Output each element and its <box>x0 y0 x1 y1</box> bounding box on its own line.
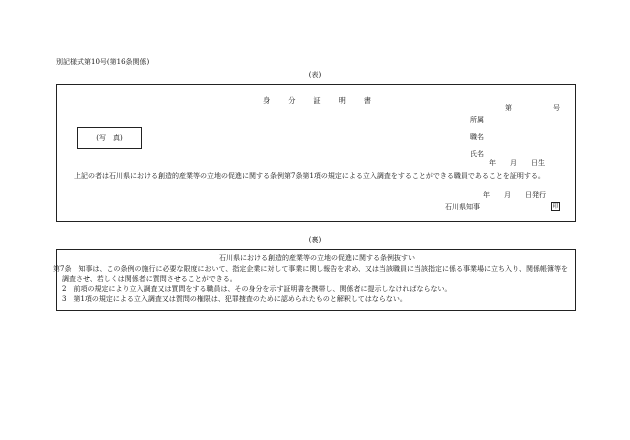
position-label: 職名 <box>470 133 484 141</box>
back-side-label: (裏) <box>308 236 322 244</box>
issue-date-label: 年 月 日発行 <box>483 191 546 199</box>
form-number-label: 別記様式第10号(第16条関係) <box>56 58 150 66</box>
seal-stamp: 印 <box>552 203 559 210</box>
certificate-number-label: 第 <box>505 104 512 112</box>
certificate-body-text: 上記の者は石川県における創造的産業等の立地の促進に関する条例第7条第1項の規定による立入調査をすることができる職員であることを証明する。 <box>74 172 545 180</box>
photo-label: (写 真) <box>96 134 123 142</box>
front-side-label: (表) <box>308 71 322 79</box>
name-label: 氏名 <box>470 150 484 158</box>
clause-2-text: 2 前項の規定により立入調査又は質問をする職員は、その身分を示す証明書を携帯し、関係者に提示しなければならない。 <box>62 285 452 293</box>
certificate-back <box>53 249 576 311</box>
certificate-number-suffix: 号 <box>553 104 560 112</box>
photo-frame <box>77 127 142 149</box>
affiliation-label: 所属 <box>470 116 484 124</box>
clause-3-text: 3 第1項の規定による立入調査又は質問の権限は、犯罪捜査のために認められたものと解釈してはならない。 <box>62 295 407 303</box>
clause-7-text: 第7条 知事は、この条例の施行に必要な限度において、指定企業に対して事業に関し報告を求め、又は当該職員に当該指定に係る事業場に立ち入り、関係帳簿等を調査させ、若しくは関係者に質問させることができる。 <box>53 265 569 283</box>
issuer-label: 石川県知事 <box>445 203 480 211</box>
date-of-birth-label: 年 月 日生 <box>489 159 545 167</box>
certificate-front <box>56 84 576 222</box>
certificate-title: 身分証明書 <box>263 96 389 105</box>
excerpt-title: 石川県における創造的産業等の立地の促進に関する条例抜すい <box>219 254 415 262</box>
